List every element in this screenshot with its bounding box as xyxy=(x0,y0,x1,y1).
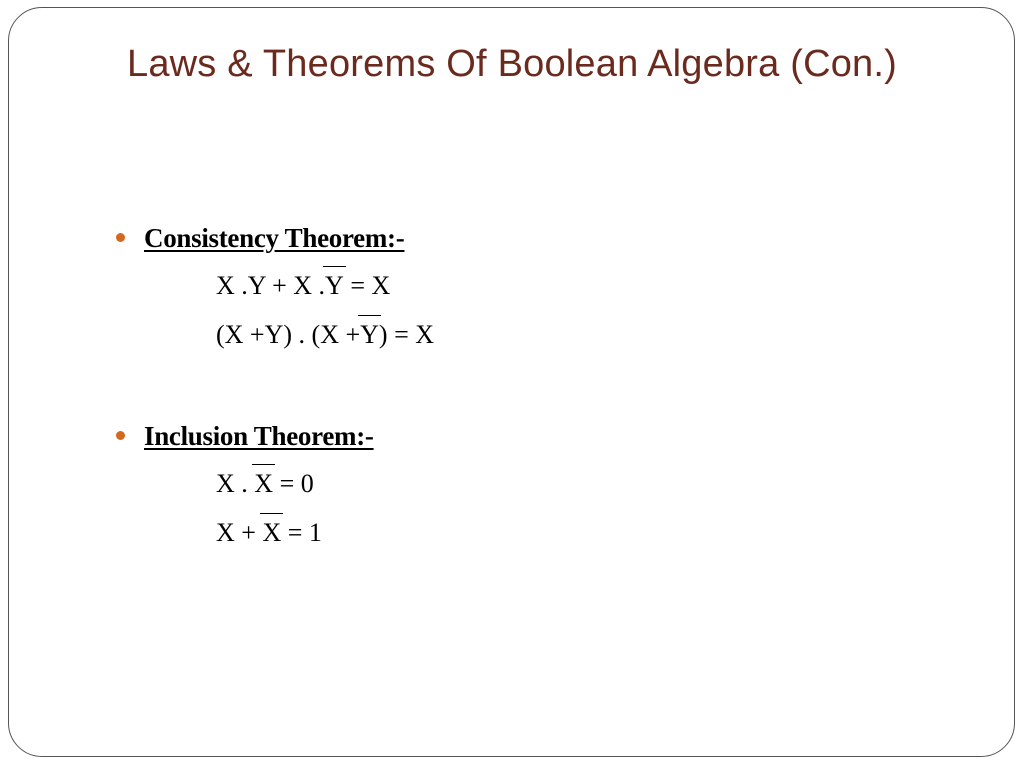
overlined-variable: X xyxy=(262,516,281,550)
heading-inclusion-theorem: Inclusion Theorem:- xyxy=(144,421,374,451)
overlined-variable: X xyxy=(254,467,273,501)
equation-text: X . xyxy=(216,469,255,498)
overlined-variable: Y xyxy=(325,269,344,303)
equation-text: X .Y + X . xyxy=(216,271,326,300)
heading-consistency-theorem: Consistency Theorem:- xyxy=(144,223,405,253)
slide-title: Laws & Theorems Of Boolean Algebra (Con.) xyxy=(127,43,897,85)
equation-consistency-2 xyxy=(216,318,434,352)
bullet-inclusion xyxy=(116,431,125,440)
equation-inclusion-1 xyxy=(216,467,314,501)
equation-text: = 1 xyxy=(281,518,322,547)
slide-frame xyxy=(8,7,1015,757)
equation-inclusion-2 xyxy=(216,516,322,550)
equation-text: = 0 xyxy=(273,469,314,498)
equation-text: (X +Y) . (X + xyxy=(216,320,361,349)
bullet-consistency xyxy=(116,233,125,242)
overlined-variable: Y xyxy=(360,318,379,352)
equation-text: = X xyxy=(343,271,391,300)
equation-text: ) = X xyxy=(378,320,435,349)
equation-consistency-1 xyxy=(216,269,390,303)
equation-text: X + xyxy=(216,518,263,547)
